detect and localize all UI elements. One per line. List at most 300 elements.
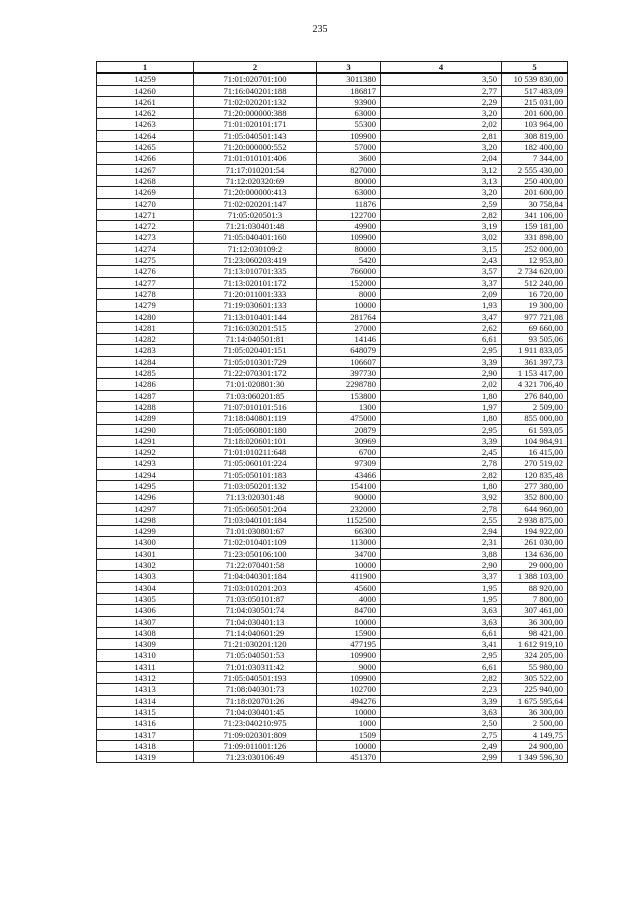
record-number-cell: 14277 bbox=[97, 277, 194, 288]
table-row bbox=[97, 266, 568, 277]
cadastral-number-cell: 71:04:030401:13 bbox=[194, 616, 317, 627]
record-number-cell: 14315 bbox=[97, 706, 194, 717]
value-cell: 277 380,00 bbox=[502, 480, 568, 491]
record-number-cell: 14299 bbox=[97, 526, 194, 537]
value-cell: 2 555 430,00 bbox=[502, 164, 568, 175]
table-row bbox=[97, 480, 568, 491]
cadastral-number-cell: 71:05:040401:160 bbox=[194, 232, 317, 243]
column-header: 3 bbox=[317, 62, 381, 74]
table-row bbox=[97, 345, 568, 356]
area-cell: 5420 bbox=[317, 255, 381, 266]
rate-cell: 3,39 bbox=[381, 695, 502, 706]
table-row bbox=[97, 469, 568, 480]
rate-cell: 2,55 bbox=[381, 514, 502, 525]
value-cell: 36 300,00 bbox=[502, 706, 568, 717]
record-number-cell: 14295 bbox=[97, 480, 194, 491]
rate-cell: 3,63 bbox=[381, 706, 502, 717]
area-cell: 477195 bbox=[317, 639, 381, 650]
rate-cell: 3,37 bbox=[381, 277, 502, 288]
table-row bbox=[97, 288, 568, 299]
cadastral-number-cell: 71:12:020320:69 bbox=[194, 175, 317, 186]
record-number-cell: 14278 bbox=[97, 288, 194, 299]
record-number-cell: 14266 bbox=[97, 153, 194, 164]
cadastral-number-cell: 71:23:030106:49 bbox=[194, 752, 317, 763]
area-cell: 11876 bbox=[317, 198, 381, 209]
cadastral-number-cell: 71:18:020701:26 bbox=[194, 695, 317, 706]
value-cell: 1 153 417,00 bbox=[502, 368, 568, 379]
cadastral-number-cell: 71:21:030201:120 bbox=[194, 639, 317, 650]
value-cell: 512 240,00 bbox=[502, 277, 568, 288]
record-number-cell: 14316 bbox=[97, 718, 194, 729]
table-row bbox=[97, 356, 568, 367]
area-cell: 9000 bbox=[317, 661, 381, 672]
area-cell: 80000 bbox=[317, 243, 381, 254]
table-row bbox=[97, 752, 568, 763]
value-cell: 16 720,00 bbox=[502, 288, 568, 299]
table-row bbox=[97, 175, 568, 186]
rate-cell: 1,80 bbox=[381, 480, 502, 491]
rate-cell: 3,39 bbox=[381, 356, 502, 367]
value-cell: 261 030,00 bbox=[502, 537, 568, 548]
record-number-cell: 14286 bbox=[97, 379, 194, 390]
record-number-cell: 14311 bbox=[97, 661, 194, 672]
rate-cell: 3,12 bbox=[381, 164, 502, 175]
record-number-cell: 14303 bbox=[97, 571, 194, 582]
table-row bbox=[97, 209, 568, 220]
record-number-cell: 14284 bbox=[97, 356, 194, 367]
table-row bbox=[97, 390, 568, 401]
cadastral-number-cell: 71:01:030801:67 bbox=[194, 526, 317, 537]
table-row bbox=[97, 221, 568, 232]
area-cell: 27000 bbox=[317, 322, 381, 333]
record-number-cell: 14301 bbox=[97, 548, 194, 559]
record-number-cell: 14279 bbox=[97, 300, 194, 311]
column-header: 1 bbox=[97, 62, 194, 74]
value-cell: 10 539 830,00 bbox=[502, 73, 568, 85]
value-cell: 1 349 596,30 bbox=[502, 752, 568, 763]
record-number-cell: 14269 bbox=[97, 187, 194, 198]
table-row bbox=[97, 537, 568, 548]
column-header: 5 bbox=[502, 62, 568, 74]
cadastral-number-cell: 71:01:010101:406 bbox=[194, 153, 317, 164]
table-row bbox=[97, 300, 568, 311]
rate-cell: 1,97 bbox=[381, 401, 502, 412]
record-number-cell: 14288 bbox=[97, 401, 194, 412]
rate-cell: 3,37 bbox=[381, 571, 502, 582]
area-cell: 90000 bbox=[317, 492, 381, 503]
rate-cell: 2,94 bbox=[381, 526, 502, 537]
area-cell: 122700 bbox=[317, 209, 381, 220]
area-cell: 8000 bbox=[317, 288, 381, 299]
value-cell: 24 900,00 bbox=[502, 740, 568, 751]
rate-cell: 2,95 bbox=[381, 650, 502, 661]
rate-cell: 1,95 bbox=[381, 593, 502, 604]
cadastral-number-cell: 71:09:020301:809 bbox=[194, 729, 317, 740]
table-row bbox=[97, 108, 568, 119]
cadastral-number-cell: 71:03:010201:203 bbox=[194, 582, 317, 593]
table-row bbox=[97, 379, 568, 390]
area-cell: 80000 bbox=[317, 175, 381, 186]
cadastral-number-cell: 71:23:040210:975 bbox=[194, 718, 317, 729]
cadastral-number-cell: 71:03:040101:184 bbox=[194, 514, 317, 525]
table-row bbox=[97, 605, 568, 616]
area-cell: 3600 bbox=[317, 153, 381, 164]
cadastral-number-cell: 71:04:040301:184 bbox=[194, 571, 317, 582]
table-row bbox=[97, 119, 568, 130]
record-number-cell: 14306 bbox=[97, 605, 194, 616]
record-number-cell: 14261 bbox=[97, 96, 194, 107]
record-number-cell: 14267 bbox=[97, 164, 194, 175]
value-cell: 103 964,00 bbox=[502, 119, 568, 130]
table-row bbox=[97, 255, 568, 266]
table-row bbox=[97, 673, 568, 684]
cadastral-number-cell: 71:23:060203:419 bbox=[194, 255, 317, 266]
area-cell: 6700 bbox=[317, 447, 381, 458]
area-cell: 57000 bbox=[317, 142, 381, 153]
table-row bbox=[97, 198, 568, 209]
value-cell: 12 953,80 bbox=[502, 255, 568, 266]
rate-cell: 3,39 bbox=[381, 435, 502, 446]
area-cell: 93900 bbox=[317, 96, 381, 107]
area-cell: 766000 bbox=[317, 266, 381, 277]
rate-cell: 2,90 bbox=[381, 560, 502, 571]
cadastral-number-cell: 71:02:020201:147 bbox=[194, 198, 317, 209]
rate-cell: 3,15 bbox=[381, 243, 502, 254]
value-cell: 93 505,06 bbox=[502, 334, 568, 345]
rate-cell: 3,63 bbox=[381, 616, 502, 627]
value-cell: 7 800,00 bbox=[502, 593, 568, 604]
area-cell: 1509 bbox=[317, 729, 381, 740]
cadastral-number-cell: 71:05:040501:193 bbox=[194, 673, 317, 684]
value-cell: 7 344,00 bbox=[502, 153, 568, 164]
value-cell: 1 612 919,10 bbox=[502, 639, 568, 650]
table-row bbox=[97, 435, 568, 446]
area-cell: 2298780 bbox=[317, 379, 381, 390]
record-number-cell: 14285 bbox=[97, 368, 194, 379]
area-cell: 10000 bbox=[317, 560, 381, 571]
record-number-cell: 14292 bbox=[97, 447, 194, 458]
value-cell: 2 509,00 bbox=[502, 401, 568, 412]
value-cell: 36 300,00 bbox=[502, 616, 568, 627]
area-cell: 45600 bbox=[317, 582, 381, 593]
rate-cell: 2,43 bbox=[381, 255, 502, 266]
record-number-cell: 14309 bbox=[97, 639, 194, 650]
area-cell: 43466 bbox=[317, 469, 381, 480]
value-cell: 331 898,00 bbox=[502, 232, 568, 243]
area-cell: 97309 bbox=[317, 458, 381, 469]
cadastral-number-cell: 71:01:010211:648 bbox=[194, 447, 317, 458]
rate-cell: 2,59 bbox=[381, 198, 502, 209]
cadastral-number-cell: 71:22:070401:58 bbox=[194, 560, 317, 571]
rate-cell: 3,57 bbox=[381, 266, 502, 277]
table-row bbox=[97, 695, 568, 706]
table-row bbox=[97, 571, 568, 582]
table-row bbox=[97, 130, 568, 141]
rate-cell: 3,02 bbox=[381, 232, 502, 243]
value-cell: 134 636,00 bbox=[502, 548, 568, 559]
area-cell: 397730 bbox=[317, 368, 381, 379]
value-cell: 88 920,00 bbox=[502, 582, 568, 593]
cadastral-number-cell: 71:03:050101:87 bbox=[194, 593, 317, 604]
record-number-cell: 14275 bbox=[97, 255, 194, 266]
cadastral-number-cell: 71:03:050201:132 bbox=[194, 480, 317, 491]
table-row bbox=[97, 142, 568, 153]
rate-cell: 2,75 bbox=[381, 729, 502, 740]
area-cell: 648079 bbox=[317, 345, 381, 356]
value-cell: 194 922,00 bbox=[502, 526, 568, 537]
value-cell: 305 522,00 bbox=[502, 673, 568, 684]
table-row bbox=[97, 153, 568, 164]
table-row bbox=[97, 718, 568, 729]
record-number-cell: 14313 bbox=[97, 684, 194, 695]
cadastral-number-cell: 71:12:030109:2 bbox=[194, 243, 317, 254]
value-cell: 855 000,00 bbox=[502, 413, 568, 424]
table-row bbox=[97, 368, 568, 379]
table-row bbox=[97, 243, 568, 254]
area-cell: 20879 bbox=[317, 424, 381, 435]
area-cell: 411900 bbox=[317, 571, 381, 582]
area-cell: 14146 bbox=[317, 334, 381, 345]
area-cell: 109900 bbox=[317, 130, 381, 141]
table-row bbox=[97, 616, 568, 627]
rate-cell: 2,99 bbox=[381, 752, 502, 763]
rate-cell: 2,04 bbox=[381, 153, 502, 164]
record-number-cell: 14302 bbox=[97, 560, 194, 571]
value-cell: 977 721,08 bbox=[502, 311, 568, 322]
area-cell: 10000 bbox=[317, 706, 381, 717]
table-row bbox=[97, 582, 568, 593]
table-row bbox=[97, 548, 568, 559]
rate-cell: 3,20 bbox=[381, 187, 502, 198]
cadastral-number-cell: 71:05:060101:224 bbox=[194, 458, 317, 469]
record-number-cell: 14304 bbox=[97, 582, 194, 593]
area-cell: 475000 bbox=[317, 413, 381, 424]
cadastral-value-table bbox=[96, 61, 568, 763]
area-cell: 4000 bbox=[317, 593, 381, 604]
rate-cell: 2,95 bbox=[381, 345, 502, 356]
value-cell: 2 734 620,00 bbox=[502, 266, 568, 277]
value-cell: 341 106,00 bbox=[502, 209, 568, 220]
record-number-cell: 14268 bbox=[97, 175, 194, 186]
area-cell: 55300 bbox=[317, 119, 381, 130]
record-number-cell: 14280 bbox=[97, 311, 194, 322]
table-row bbox=[97, 684, 568, 695]
rate-cell: 3,20 bbox=[381, 108, 502, 119]
record-number-cell: 14271 bbox=[97, 209, 194, 220]
rate-cell: 3,47 bbox=[381, 311, 502, 322]
table-row bbox=[97, 277, 568, 288]
cadastral-number-cell: 71:13:010701:335 bbox=[194, 266, 317, 277]
cadastral-number-cell: 71:08:040301:73 bbox=[194, 684, 317, 695]
area-cell: 186817 bbox=[317, 85, 381, 96]
rate-cell: 3,19 bbox=[381, 221, 502, 232]
cadastral-number-cell: 71:21:030401:48 bbox=[194, 221, 317, 232]
cadastral-number-cell: 71:05:040501:53 bbox=[194, 650, 317, 661]
record-number-cell: 14298 bbox=[97, 514, 194, 525]
area-cell: 109900 bbox=[317, 232, 381, 243]
table-row bbox=[97, 661, 568, 672]
rate-cell: 2,49 bbox=[381, 740, 502, 751]
record-number-cell: 14293 bbox=[97, 458, 194, 469]
rate-cell: 1,93 bbox=[381, 300, 502, 311]
cadastral-number-cell: 71:03:060201:85 bbox=[194, 390, 317, 401]
area-cell: 109900 bbox=[317, 650, 381, 661]
area-cell: 106607 bbox=[317, 356, 381, 367]
value-cell: 2 500,00 bbox=[502, 718, 568, 729]
column-header: 4 bbox=[381, 62, 502, 74]
record-number-cell: 14262 bbox=[97, 108, 194, 119]
rate-cell: 2,45 bbox=[381, 447, 502, 458]
value-cell: 30 758,84 bbox=[502, 198, 568, 209]
rate-cell: 2,81 bbox=[381, 130, 502, 141]
rate-cell: 2,82 bbox=[381, 209, 502, 220]
rate-cell: 6,61 bbox=[381, 627, 502, 638]
value-cell: 104 984,91 bbox=[502, 435, 568, 446]
cadastral-number-cell: 71:20:000000:552 bbox=[194, 142, 317, 153]
cadastral-number-cell: 71:17:010201:54 bbox=[194, 164, 317, 175]
cadastral-number-cell: 71:18:020601:101 bbox=[194, 435, 317, 446]
area-cell: 84700 bbox=[317, 605, 381, 616]
value-cell: 252 000,00 bbox=[502, 243, 568, 254]
record-number-cell: 14305 bbox=[97, 593, 194, 604]
record-number-cell: 14283 bbox=[97, 345, 194, 356]
table-row bbox=[97, 401, 568, 412]
table-row bbox=[97, 650, 568, 661]
cadastral-number-cell: 71:16:040201:188 bbox=[194, 85, 317, 96]
value-cell: 55 980,00 bbox=[502, 661, 568, 672]
area-cell: 1152500 bbox=[317, 514, 381, 525]
cadastral-number-cell: 71:20:011001:333 bbox=[194, 288, 317, 299]
rate-cell: 3,41 bbox=[381, 639, 502, 650]
table-row bbox=[97, 492, 568, 503]
record-number-cell: 14289 bbox=[97, 413, 194, 424]
area-cell: 154100 bbox=[317, 480, 381, 491]
record-number-cell: 14312 bbox=[97, 673, 194, 684]
value-cell: 352 800,00 bbox=[502, 492, 568, 503]
table-row bbox=[97, 96, 568, 107]
value-cell: 250 400,00 bbox=[502, 175, 568, 186]
rate-cell: 1,80 bbox=[381, 413, 502, 424]
area-cell: 63000 bbox=[317, 187, 381, 198]
rate-cell: 3,13 bbox=[381, 175, 502, 186]
table-row bbox=[97, 232, 568, 243]
table-row bbox=[97, 627, 568, 638]
record-number-cell: 14294 bbox=[97, 469, 194, 480]
value-cell: 19 300,00 bbox=[502, 300, 568, 311]
record-number-cell: 14276 bbox=[97, 266, 194, 277]
area-cell: 494276 bbox=[317, 695, 381, 706]
table-body bbox=[97, 73, 568, 763]
cadastral-number-cell: 71:01:020701:100 bbox=[194, 73, 317, 85]
value-cell: 308 819,00 bbox=[502, 130, 568, 141]
record-number-cell: 14318 bbox=[97, 740, 194, 751]
cadastral-number-cell: 71:04:030401:45 bbox=[194, 706, 317, 717]
rate-cell: 2,77 bbox=[381, 85, 502, 96]
value-cell: 215 031,00 bbox=[502, 96, 568, 107]
table-row bbox=[97, 164, 568, 175]
value-cell: 324 205,00 bbox=[502, 650, 568, 661]
table-row bbox=[97, 424, 568, 435]
area-cell: 451370 bbox=[317, 752, 381, 763]
record-number-cell: 14287 bbox=[97, 390, 194, 401]
cadastral-number-cell: 71:13:020301:48 bbox=[194, 492, 317, 503]
area-cell: 113000 bbox=[317, 537, 381, 548]
table-row bbox=[97, 447, 568, 458]
record-number-cell: 14307 bbox=[97, 616, 194, 627]
cadastral-number-cell: 71:05:050101:183 bbox=[194, 469, 317, 480]
record-number-cell: 14274 bbox=[97, 243, 194, 254]
cadastral-number-cell: 71:05:060801:180 bbox=[194, 424, 317, 435]
area-cell: 10000 bbox=[317, 300, 381, 311]
record-number-cell: 14296 bbox=[97, 492, 194, 503]
value-cell: 361 397,73 bbox=[502, 356, 568, 367]
cadastral-number-cell: 71:16:030201:515 bbox=[194, 322, 317, 333]
table-header-row bbox=[97, 62, 568, 74]
value-cell: 98 421,00 bbox=[502, 627, 568, 638]
value-cell: 201 600,00 bbox=[502, 187, 568, 198]
cadastral-number-cell: 71:02:010401:109 bbox=[194, 537, 317, 548]
rate-cell: 2,50 bbox=[381, 718, 502, 729]
table-row bbox=[97, 514, 568, 525]
record-number-cell: 14281 bbox=[97, 322, 194, 333]
rate-cell: 1,95 bbox=[381, 582, 502, 593]
record-number-cell: 14263 bbox=[97, 119, 194, 130]
value-cell: 644 960,00 bbox=[502, 503, 568, 514]
rate-cell: 1,80 bbox=[381, 390, 502, 401]
record-number-cell: 14272 bbox=[97, 221, 194, 232]
value-cell: 4 149,75 bbox=[502, 729, 568, 740]
cadastral-number-cell: 71:13:010401:144 bbox=[194, 311, 317, 322]
cadastral-number-cell: 71:02:020201:132 bbox=[194, 96, 317, 107]
value-cell: 159 181,00 bbox=[502, 221, 568, 232]
record-number-cell: 14291 bbox=[97, 435, 194, 446]
cadastral-number-cell: 71:01:020801:30 bbox=[194, 379, 317, 390]
rate-cell: 2,82 bbox=[381, 673, 502, 684]
table-row bbox=[97, 639, 568, 650]
rate-cell: 3,92 bbox=[381, 492, 502, 503]
record-number-cell: 14260 bbox=[97, 85, 194, 96]
cadastral-number-cell: 71:05:010301:729 bbox=[194, 356, 317, 367]
area-cell: 34700 bbox=[317, 548, 381, 559]
cadastral-number-cell: 71:05:060501:204 bbox=[194, 503, 317, 514]
table-row bbox=[97, 413, 568, 424]
record-number-cell: 14300 bbox=[97, 537, 194, 548]
record-number-cell: 14290 bbox=[97, 424, 194, 435]
value-cell: 182 400,00 bbox=[502, 142, 568, 153]
value-cell: 225 940,00 bbox=[502, 684, 568, 695]
table-row bbox=[97, 187, 568, 198]
table-row bbox=[97, 322, 568, 333]
area-cell: 66300 bbox=[317, 526, 381, 537]
table-row bbox=[97, 740, 568, 751]
table-row bbox=[97, 334, 568, 345]
area-cell: 153800 bbox=[317, 390, 381, 401]
rate-cell: 2,95 bbox=[381, 424, 502, 435]
area-cell: 152000 bbox=[317, 277, 381, 288]
area-cell: 15900 bbox=[317, 627, 381, 638]
table-row bbox=[97, 458, 568, 469]
rate-cell: 3,20 bbox=[381, 142, 502, 153]
rate-cell: 3,63 bbox=[381, 605, 502, 616]
table-row bbox=[97, 526, 568, 537]
rate-cell: 2,29 bbox=[381, 96, 502, 107]
value-cell: 1 388 103,00 bbox=[502, 571, 568, 582]
record-number-cell: 14297 bbox=[97, 503, 194, 514]
area-cell: 30969 bbox=[317, 435, 381, 446]
table-row bbox=[97, 706, 568, 717]
area-cell: 1300 bbox=[317, 401, 381, 412]
area-cell: 49900 bbox=[317, 221, 381, 232]
